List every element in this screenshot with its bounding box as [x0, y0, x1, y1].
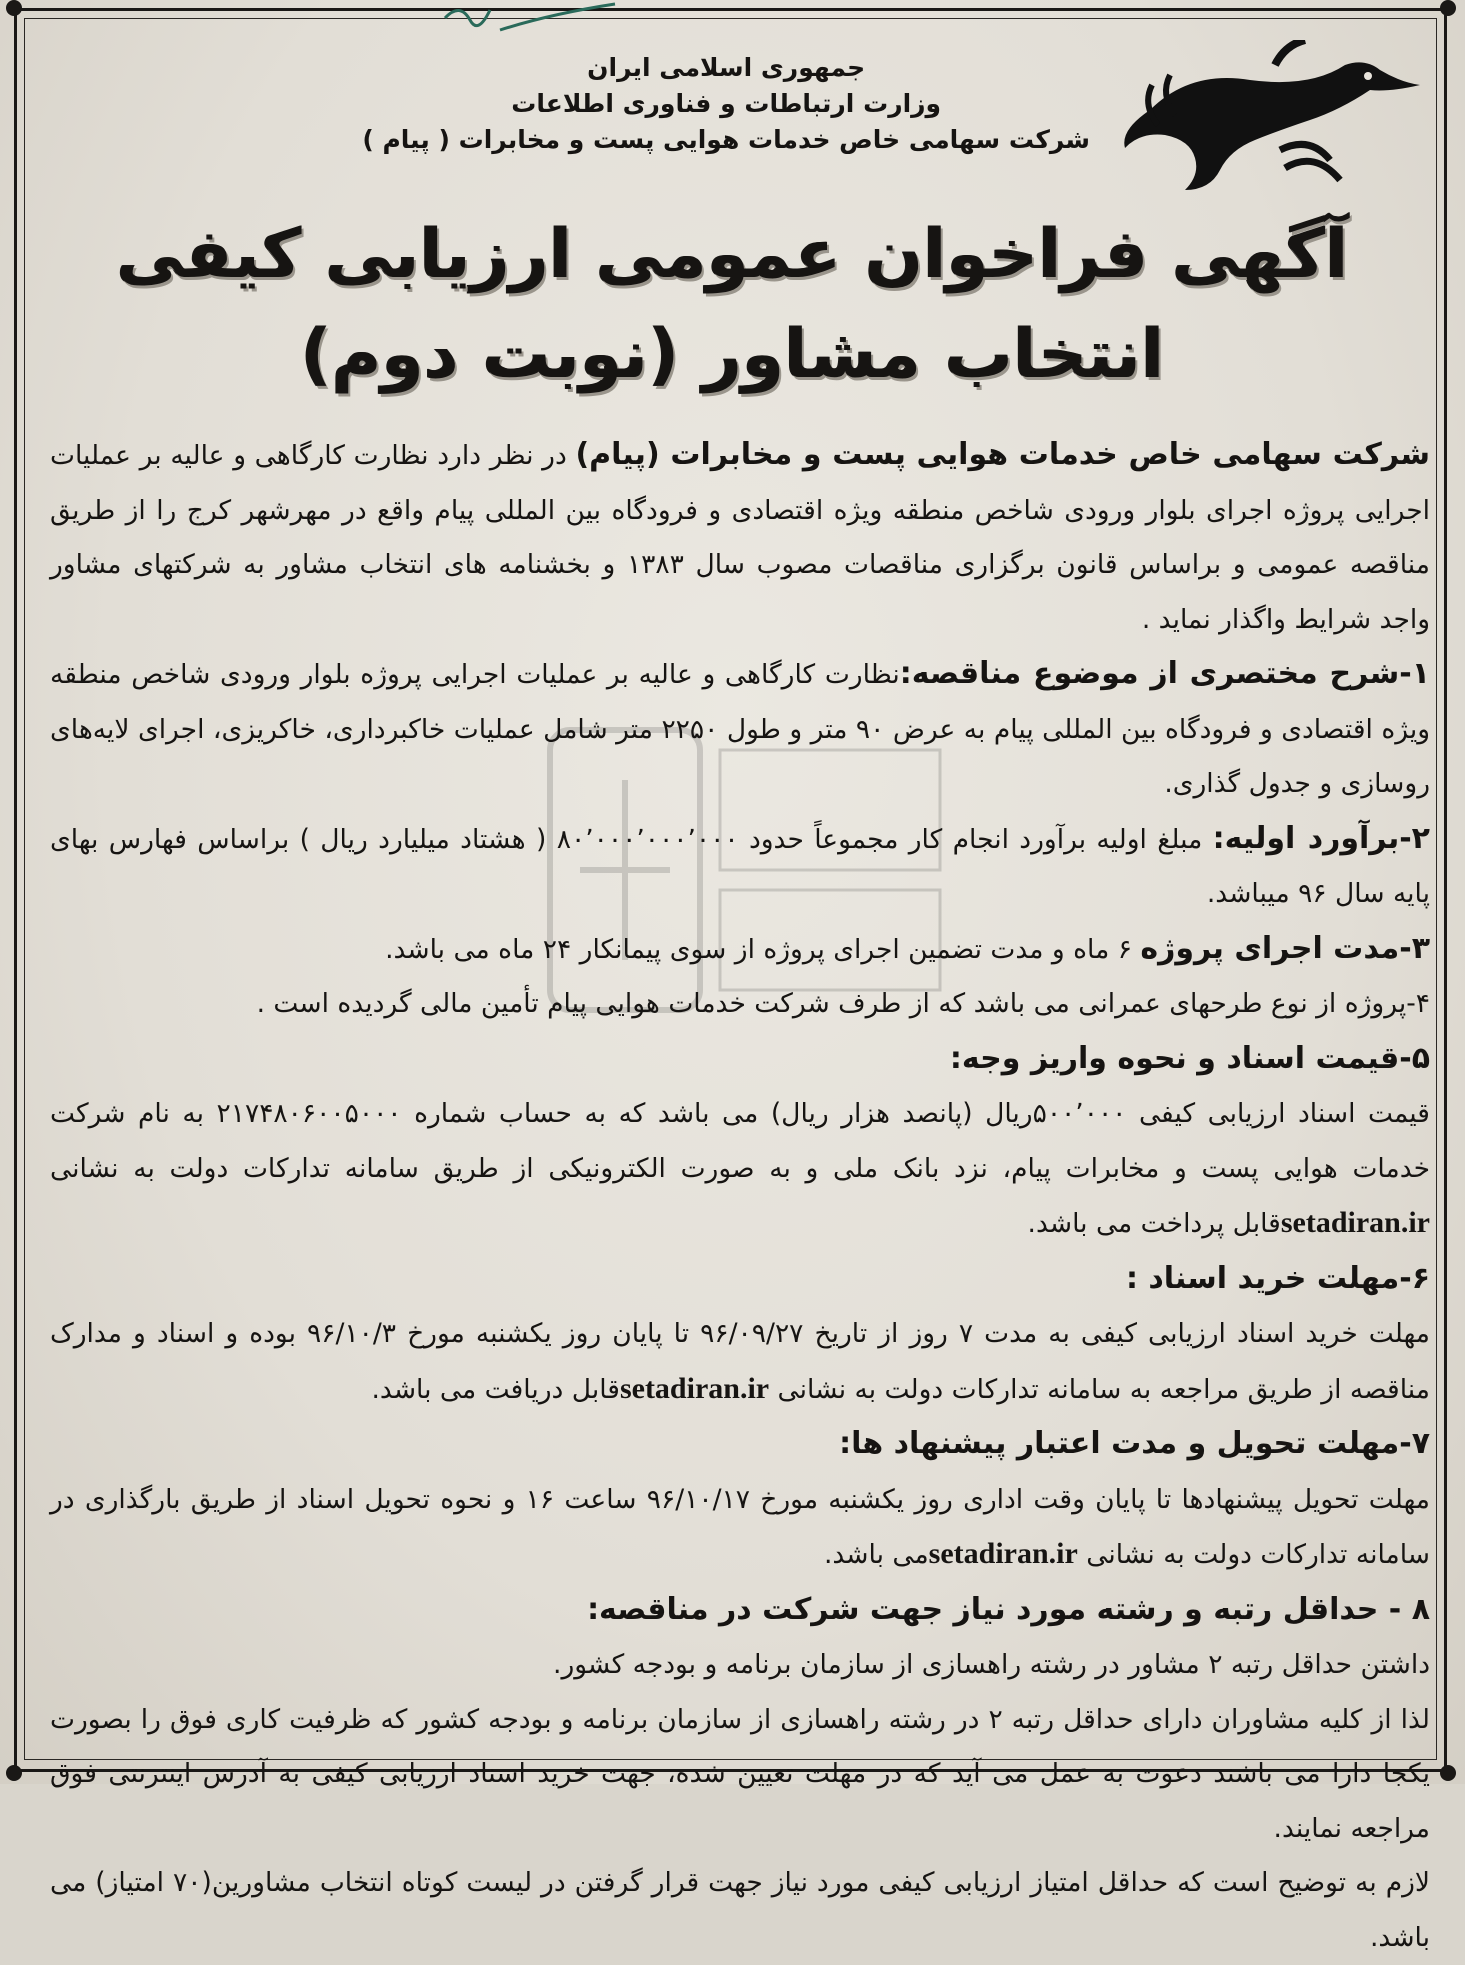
corner-ornament [6, 0, 22, 16]
section-7 [50, 1417, 1430, 1473]
header-line-2: وزارت ارتباطات و فناوری اطلاعات [511, 89, 942, 118]
section-7-tail: می باشد. [823, 1539, 929, 1570]
handwritten-mark [440, 0, 620, 40]
section-7-heading: ۷-مهلت تحویل و مدت اعتبار پیشنهاد ها: [839, 1426, 1430, 1461]
section-1-text: نظارت کارگاهی و عالیه بر عملیات اجرایی پروژه بلوار ورودی شاخص منطقه ویژه اقتصادی و فرودگاه بین المللی پیام به عرض ۹۰ متر و طول ۲۲۵۰ متر شامل عملیات خاکبرداری، خاکریزی، اجرای لایه‌های روسازی و جدول گذاری. [50, 659, 1431, 799]
section-4 [50, 977, 1430, 1032]
section-6-tail: قابل دریافت می باشد. [371, 1373, 620, 1405]
section-1-heading: ۱-شرح مختصری از موضوع مناقصه: [899, 656, 1430, 691]
title-line-2: انتخاب مشاور (نوبت دوم) [300, 315, 1165, 394]
section-6-text: مهلت خرید اسناد ارزیابی کیفی به مدت ۷ روز از تاریخ ۹۶/۰۹/۲۷ تا پایان روز یکشنبه مورخ ۹۶/۱۰/۳ بوده و اسناد و مدارک مناقصه از طریق مراجعه به سامانه تدارکات دولت به نشانی [50, 1318, 1430, 1405]
section-5-heading: ۵-قیمت اسناد و نحوه واریز وجه: [949, 1040, 1430, 1076]
section-5-text: قیمت اسناد ارزیابی کیفی ۵۰۰٬۰۰۰ریال (پانصد هزار ریال) می باشد که به حساب شماره ۲۱۷۴۸۰۶۰۰۵۰۰۰ به نام شرکت خدمات هوایی پست و مخابرات پیام، نزد بانک ملی و به صورت الکترونیکی از طریق سامانه تدارکات دولت به نشانی [50, 1098, 1430, 1184]
section-5-body [50, 1087, 1430, 1252]
section-5-site: setadiran.ir [1280, 1206, 1430, 1239]
section-2 [50, 812, 1430, 922]
section-6-site: setadiran.ir [619, 1371, 770, 1405]
corner-ornament [1440, 0, 1456, 16]
section-5 [50, 1032, 1430, 1088]
corner-ornament [6, 1765, 22, 1781]
corner-ornament [1440, 1765, 1456, 1781]
section-8-heading: ۸ - حداقل رتبه و رشته مورد نیاز جهت شرکت در مناقصه: [587, 1591, 1430, 1627]
section-7-text: مهلت تحویل پیشنهادها تا پایان وقت اداری روز یکشنبه مورخ ۹۶/۱۰/۱۷ ساعت ۱۶ و نحوه تحویل اسناد از طریق بارگذاری در سامانه تدارکات دولت به نشانی [50, 1483, 1430, 1570]
section-6-body [50, 1307, 1430, 1417]
header-line-1: جمهوری اسلامی ایران [587, 53, 866, 82]
header-lines [362, 50, 1090, 158]
intro-text: در نظر دارد نظارت کارگاهی و عالیه بر عملیات اجرایی پروژه اجرای بلوار ورودی شاخص منطقه ویژه اقتصادی و فرودگاه بین المللی پیام واقع در مهرشهر کرج را از طریق مناقصه عمومی و براساس قانون برگزاری مناقصات مصوب سال ۱۳۸۳ و بخشنامه های انتخاب مشاور به شرکتهای مشاور واجد شرایط واگذار نماید . [50, 440, 1430, 635]
section-8-p1: داشتن حداقل رتبه ۲ مشاور در رشته راهسازی از سازمان برنامه و بودجه کشور. [553, 1649, 1430, 1680]
title-line-1: آگهی فراخوان عمومی ارزیابی کیفی [116, 215, 1349, 294]
section-4-text: ۴-پروژه از نوع طرحهای عمرانی می باشد که از طرف شرکت خدمات هوایی پیام تأمین مالی گردیده است . [256, 988, 1430, 1019]
section-1 [50, 647, 1430, 812]
section-6-heading: ۶-مهلت خرید اسناد : [1125, 1260, 1430, 1296]
notice-body [50, 428, 1430, 1965]
section-8 [50, 1583, 1430, 1639]
section-8-p2: لذا از کلیه مشاوران دارای حداقل رتبه ۲ در رشته راهسازی از سازمان برنامه و بودجه کشور که ظرفیت کاری فوق را بصورت یکجا دارا می باشند دعوت به عمل می آید که در مهلت تعیین شده، جهت خرید اسناد ارزیابی کیفی به آدرس اینترنتی فوق مراجعه نمایند. [50, 1703, 1430, 1844]
header [200, 40, 1430, 200]
section-7-body [50, 1473, 1430, 1583]
section-3-heading: ۳-مدت اجرای پروژه [1140, 930, 1430, 966]
header-line-3: شرکت سهامی خاص خدمات هوایی پست و مخابرات ( پیام ) [362, 125, 1090, 154]
section-2-heading: ۲-برآورد اولیه: [1212, 820, 1430, 856]
intro-paragraph [50, 428, 1430, 647]
section-5-tail: قابل پرداخت می باشد. [1027, 1208, 1281, 1239]
section-7-site: setadiran.ir [928, 1537, 1078, 1570]
bird-logo-icon [1080, 40, 1440, 200]
section-6 [50, 1252, 1430, 1308]
section-3 [50, 922, 1430, 978]
intro-company: شرکت سهامی خاص خدمات هوایی پست و مخابرات (پیام) [575, 437, 1430, 472]
title-block [90, 205, 1375, 405]
section-2-text: مبلغ اولیه برآورد انجام کار مجموعاً حدود ۸۰٬۰۰۰٬۰۰۰٬۰۰۰ ( هشتاد میلیارد ریال ) براساس فهارس بهای پایه سال ۹۶ میباشد. [50, 823, 1430, 909]
section-8-p3: لازم به توضیح است که حداقل امتیاز ارزیابی کیفی مورد نیاز جهت قرار گرفتن در لیست کوتاه انتخاب مشاورین(۷۰ امتیاز) می باشد. [50, 1867, 1431, 1953]
section-3-text: ۶ ماه و مدت تضمین اجرای پروژه از سوی پیمانکار ۲۴ ماه می باشد. [385, 933, 1141, 965]
